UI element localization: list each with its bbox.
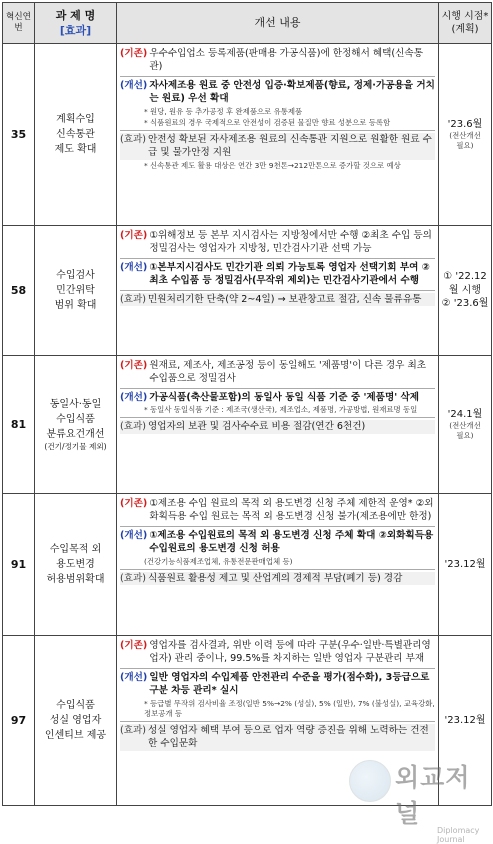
row-number: 81	[3, 356, 35, 494]
content-cell	[117, 356, 439, 494]
improve-note: * 동일사 동일식품 기준 : 제조국(생산국), 제조업소, 제품명, 가공방법, 원재료명 동일	[144, 405, 418, 415]
current-text: 영업자를 검사결과, 위반 이력 등에 따라 구분(우수·일반·특별관리영업자) 관리 중이나, 99.5%를 차지하는 일반 영업자 구분관리 부재	[149, 640, 431, 665]
content-cell	[117, 494, 439, 636]
header-date	[439, 3, 492, 44]
table-row	[3, 44, 492, 226]
header-content: 개선 내용	[117, 3, 439, 44]
improve-tag: (개선)	[120, 79, 148, 91]
task-title-cell	[35, 44, 117, 226]
task-title-sub: (건기/정기물 제외)	[44, 442, 107, 452]
improve-note: * 등급별 무작위 검사비율 조정(일반 5%→2% (성실), 5% (일반), 7% (불성실), 교육강화, 정보공개 등	[144, 698, 435, 718]
date-cell	[439, 226, 492, 356]
improve-text: 자사제조용 원료 중 안전성 입증·확보제품(향료, 정제·가공용을 거치는 원료) 우선 확대	[149, 79, 435, 105]
row-number: 97	[3, 636, 35, 806]
implementation-date: '23.12월	[444, 714, 486, 726]
divider	[120, 526, 435, 527]
improve-text: ①본부지시검사도 민간기관 의뢰 가능토록 영업자 선택기회 부여 ②최초 수입품 등 정밀검사(무작위 제외)는 민간검사기관에서 수행	[149, 261, 430, 287]
divider	[120, 388, 435, 389]
effect-text: 식품원료 활용성 제고 및 산업계의 경제적 부담(폐기 등) 경감	[148, 572, 403, 584]
current-text: 원재료, 제조사, 제조공정 등이 동일해도 '제품명'이 다른 경우 최초 수입품으로 정밀검사	[149, 360, 427, 385]
implementation-date: '24.1월	[447, 408, 483, 420]
improve-note: * 식품원료의 경우 국제적으로 안전성이 검증된 물질만 향료 성분으로 등록함	[144, 117, 391, 127]
divider	[120, 569, 435, 570]
effect-text: 영업자의 보관 및 검사수수료 비용 절감(연간 6천건)	[148, 421, 366, 433]
current-text: ①제조용 수입 원료의 목적 외 용도변경 신청 주체 제한적 운영* ②외화획득용 수입 원료는 목적 외 용도변경 신청 불가(제조용에만 한정)	[149, 498, 434, 523]
improve-note: * 원당, 원유 등 추가공정 후 완제품으로 유통제품	[144, 106, 303, 116]
row-number: 58	[3, 226, 35, 356]
improve-text: 가공식품(축산물포함)의 동일사 동일 식품 기준 중 '제품명' 삭제	[149, 391, 420, 403]
watermark-sub: Diplomacy Journal	[437, 826, 480, 844]
implementation-date: '23.6월	[447, 118, 483, 130]
task-title-cell	[35, 636, 117, 806]
current-line	[120, 47, 435, 74]
header-title-text: 과 제 명	[55, 8, 96, 22]
improve-line	[120, 529, 435, 556]
current-text: ①위해정보 등 본부 지시검사는 지방청에서만 수행 ②최초 수입 등의 정밀검사는 영업자가 지방청, 민간검사기관 선택 가능	[149, 230, 432, 255]
task-title: 계획수입 신속통관 제도 확대	[54, 114, 97, 155]
current-line	[120, 229, 435, 256]
header-title	[35, 3, 117, 44]
implementation-date: ① '22.12월 시행 ② '23.6월	[441, 271, 489, 310]
effect-text: 성실 영업자 혜택 부여 등으로 업자 역량 증진을 위해 노력하는 건전한 수입문화	[148, 724, 429, 750]
current-tag: (기존)	[120, 360, 148, 371]
improve-line	[120, 671, 435, 698]
date-cell	[439, 44, 492, 226]
improve-line	[120, 261, 435, 288]
improve-tag: (개선)	[120, 671, 148, 683]
row-number: 91	[3, 494, 35, 636]
content-cell	[117, 44, 439, 226]
divider	[120, 290, 435, 291]
date-cell	[439, 356, 492, 494]
divider	[120, 668, 435, 669]
effect-line	[120, 133, 435, 160]
reform-table	[2, 2, 492, 806]
task-title-cell	[35, 494, 117, 636]
current-tag: (기존)	[120, 640, 148, 651]
effect-note: * 신속통관 제도 활용 대상은 연간 3만 9천톤→212만톤으로 증가할 것으로 예상	[144, 160, 401, 170]
effect-tag: (효과)	[120, 572, 147, 584]
divider	[120, 721, 435, 722]
effect-line	[120, 724, 435, 751]
content-cell	[117, 226, 439, 356]
effect-line	[120, 572, 435, 585]
improve-note: (건강기능식품제조업체, 유통전문판매업체 등)	[144, 556, 293, 566]
effect-tag: (효과)	[120, 724, 147, 736]
header-title-sub: [효과]	[59, 24, 92, 37]
current-line	[120, 639, 435, 666]
task-title: 동일사·동일 수입식품 분류요건개선	[46, 399, 105, 441]
current-tag: (기존)	[120, 230, 148, 241]
effect-line	[120, 420, 435, 433]
current-tag: (기존)	[120, 48, 148, 59]
current-line	[120, 359, 435, 386]
task-title-cell	[35, 356, 117, 494]
task-title: 수입식품 성실 영업자 인센티브 제공	[44, 700, 107, 741]
task-title: 수입검사 민간위탁 범위 확대	[54, 270, 97, 311]
table-row	[3, 494, 492, 636]
current-text: 우수수입업소 등록제품(판매용 가공식품)에 한정해서 혜택(신속통관)	[149, 48, 423, 73]
header-no: 혁신연번	[3, 3, 35, 44]
divider	[120, 417, 435, 418]
date-sub: (전산개선 필요)	[449, 131, 481, 151]
task-title: 수입목적 외 용도변경 허용범위확대	[46, 544, 105, 585]
table-row	[3, 226, 492, 356]
effect-line	[120, 293, 435, 306]
effect-tag: (효과)	[120, 293, 147, 305]
row-number: 35	[3, 44, 35, 226]
improve-tag: (개선)	[120, 529, 148, 541]
divider	[120, 130, 435, 131]
current-tag: (기존)	[120, 498, 148, 509]
effect-text: 안전성 확보된 자사제조용 원료의 신속통관 지원으로 원활한 원료 수급 및 물가안정 지원	[148, 133, 432, 159]
effect-tag: (효과)	[120, 421, 147, 433]
header-date-sub: (계획)	[451, 24, 479, 35]
header-date-text: 시행 시점*	[441, 11, 489, 22]
current-line	[120, 497, 435, 524]
improve-text: 일반 영업자의 수입제품 안전관리 수준을 평가(점수화), 3등급으로 구분 차등 관리* 실시	[149, 671, 430, 697]
date-cell	[439, 494, 492, 636]
table-row	[3, 356, 492, 494]
improve-tag: (개선)	[120, 261, 148, 273]
improve-line	[120, 391, 435, 404]
implementation-date: '23.12월	[444, 558, 486, 570]
effect-tag: (효과)	[120, 133, 147, 145]
table-header-row	[3, 3, 492, 44]
divider	[120, 76, 435, 77]
improve-tag: (개선)	[120, 391, 148, 403]
task-title-cell	[35, 226, 117, 356]
divider	[120, 258, 435, 259]
watermark	[355, 758, 485, 844]
improve-line	[120, 79, 435, 106]
watermark-logo: 외교저널	[395, 763, 471, 828]
improve-text: ①제조용 수입원료의 목적 외 용도변경 신청 주체 확대 ②외화획득용 수입원료의 용도변경 신청 허용	[149, 529, 434, 555]
date-sub: (전산개선 필요)	[449, 421, 481, 441]
effect-text: 민원처리기한 단축(약 2~4일) → 보관창고료 절감, 신속 물류유통	[148, 293, 422, 305]
